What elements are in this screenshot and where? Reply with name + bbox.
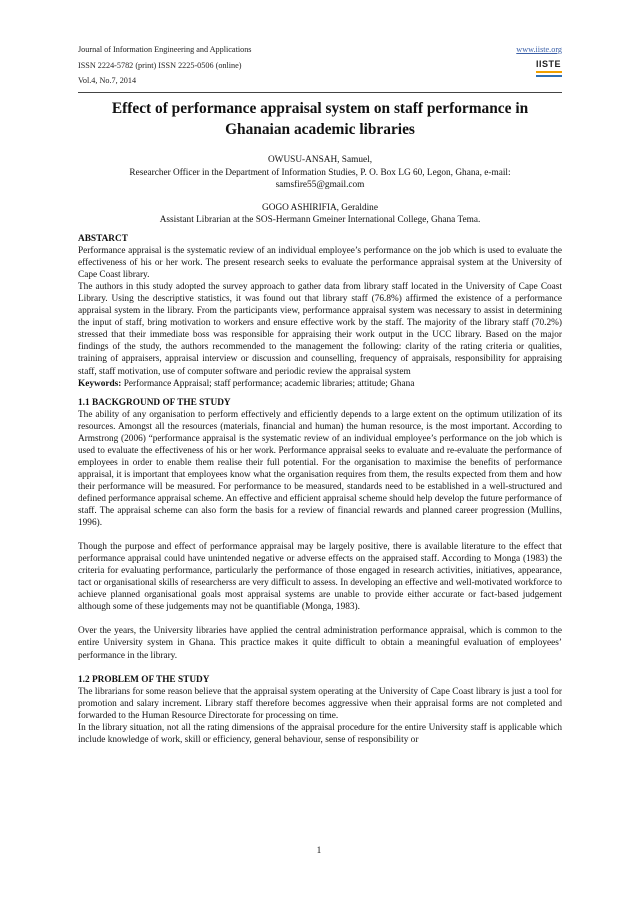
journal-header: [78, 42, 562, 89]
paper-title: [78, 98, 562, 140]
keywords-line: [78, 378, 562, 390]
author-2-name: GOGO ASHIRIFIA, Geraldine: [262, 202, 378, 213]
section-1-2-heading: 1.2 PROBLEM OF THE STUDY: [78, 674, 210, 685]
header-divider: [78, 92, 562, 93]
iiste-logo: [536, 58, 562, 82]
abstract-heading: ABSTARCT: [78, 234, 128, 244]
section-1-2-paragraph-2: In the library situation, not all the rating dimensions of the appraisal procedure for the entire University staff is applicable which include knowledge of work, skill or efficiency, general behaviour, sense of responsibility or: [78, 722, 562, 745]
keywords-label: Keywords:: [78, 378, 122, 389]
page-number: 1: [316, 846, 322, 856]
section-1-1-paragraph-3: Over the years, the University libraries have applied the central administration performance appraisal, which is common to the entire University system in Ghana. This practice makes it quite difficult to obtain a meaningful evaluation of employees’ performance in the library.: [78, 626, 562, 661]
author-1-affiliation: Researcher Officer in the Department of Information Studies, P. O. Box LG 60, Legon, Ghana, e-mail:: [129, 167, 511, 178]
keywords-text: Performance Appraisal; staff performance; academic libraries; attitude; Ghana: [121, 378, 415, 389]
section-1-2-paragraph-1: The librarians for some reason believe that the appraisal system operating at the University of Cape Coast library is just a tool for promotion and salary increment. Library staff therefore becomes aggressive when their appraisal forms are not completed and forwarded to the Human Resource Directorate for processing on time.: [78, 686, 562, 721]
paper-body: [78, 233, 562, 746]
section-1-1-paragraph-2: Though the purpose and effect of performance appraisal may be largely positive, there is available literature to the effect that performance appraisal could have unintended negative or adverse effects on the appraised staff. According to Monga (1983) the criteria for evaluating performance, particularly the performance of those engaged in research activities, initiatives, appearance, tact or organisational skills of researcherss are very difficult to assess. In developing an effective and well-motivated workforce to achieve planned organisational goals most appraisal systems are unable to provide either accurate or fact-based judgement although some of these judgements may not be quantifiable (Monga, 1983).: [78, 542, 562, 613]
journal-url-link[interactable]: www.iiste.org: [516, 45, 562, 54]
journal-name: Journal of Information Engineering and Applications: [78, 45, 252, 54]
logo-bar-blue: [536, 75, 562, 77]
abstract-paragraph-1: Performance appraisal is the systematic review of an individual employee’s performance on the job which is used to evaluate the effectiveness of his or her work. The present research seeks to evaluate the performance appraisal system at the University of Cape Coast library.: [78, 246, 562, 281]
logo-bar-orange: [536, 71, 562, 73]
logo-text: IISTE: [536, 59, 562, 69]
section-1-1-heading: 1.1 BACKGROUND OF THE STUDY: [78, 397, 231, 408]
author-block: [62, 154, 578, 227]
title-line-1: Effect of performance appraisal system on staff performance in: [111, 100, 529, 117]
title-line-2: Ghanaian academic libraries: [225, 121, 415, 138]
section-1-1-paragraph-1: The ability of any organisation to perform effectively and efficiently depends to a large extent on the optimum utilization of its resources. Amongst all the resources (materials, financial and human) the human resource, is the most important. According to Armstrong (2006) “performance appraisal is the systematic review of an individual employee’s performance on the job which is used to evaluate the effectiveness of his or her work. Performance appraisal seeks to evaluate and re-evaluate the performance of employees in order to enable them realise their full potential. For the organisation to maximise the benefits of performance appraisal, it is important that employees know what the organisation requires from them, the results expected from them and how their performance will be measured. For performance to be measured, standards need to be established in a well-structured and defined performance appraisal scheme. An effective and efficient appraisal scheme should help develop the future performance of staff. The appraisal scheme can also form the basis for a review of financial rewards and planned career progression (Mullins, 1996).: [78, 409, 562, 529]
abstract-paragraph-2: The authors in this study adopted the survey approach to gather data from library staff located in the University of Cape Coast Library. Using the descriptive statistics, it was found out that library staff (76.8%) affirmed the existence of a performance appraisal system in the library. From the participants view, performance appraisal system was necessary to assist in determining the input of staff, bring motivation to workers and ensure effective work by the staff. The majority of the library staff (70.2%) stressed that their immediate boss was responsible for appraising their work output in the UCC library. Based on the major findings of the study, the authors recommended to the management the following: clarity of the rating criteria or qualities, training of appraisers, appraisal interview or discussion and counselling, frequency of appraisals, responsibility for appraising staff, staff motivation, use of computer software and periodic review the appraisal system: [78, 282, 562, 377]
author-1-email: samsfire55@gmail.com: [275, 180, 365, 191]
author-2-affiliation: Assistant Librarian at the SOS-Hermann Gmeiner International College, Ghana Tema.: [159, 215, 481, 226]
author-1-name: OWUSU-ANSAH, Samuel,: [267, 155, 373, 165]
journal-issn: ISSN 2224-5782 (print) ISSN 2225-0506 (online): [78, 60, 242, 70]
journal-volume: Vol.4, No.7, 2014: [78, 76, 137, 85]
